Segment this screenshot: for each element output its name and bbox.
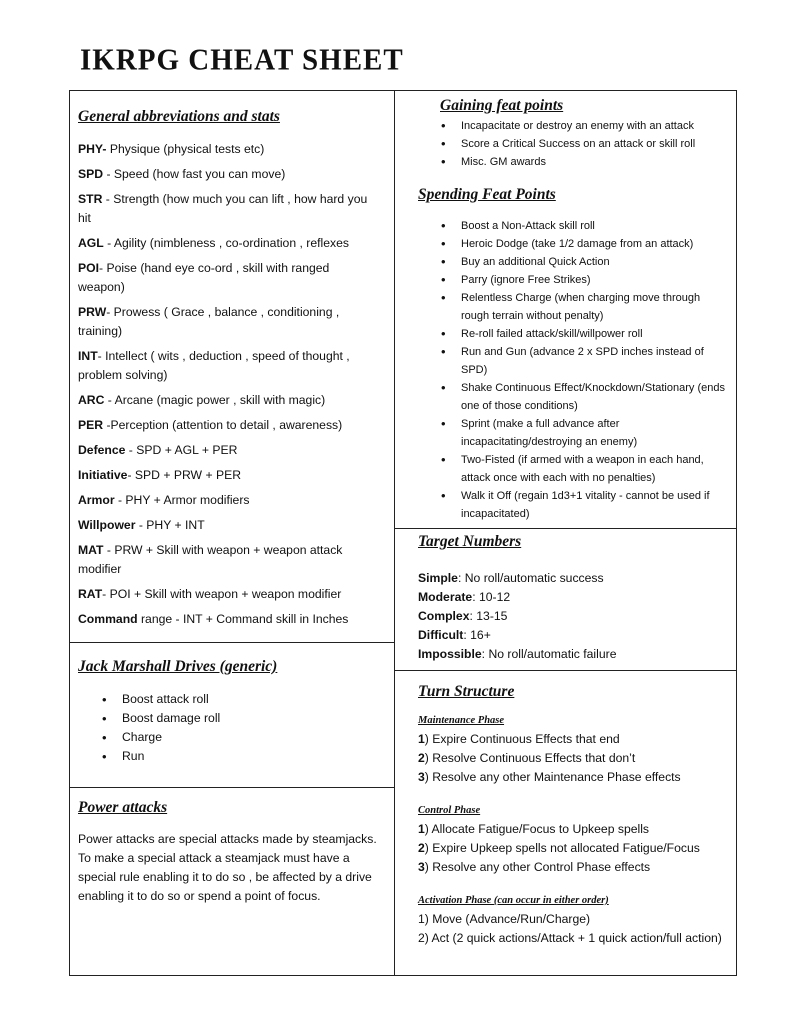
stat-entry: [78, 347, 378, 385]
general-section: [78, 107, 378, 635]
spending-section: [418, 186, 728, 523]
target-row: [418, 569, 728, 588]
step-text: ) Resolve Continuous Effects that don’t: [424, 751, 636, 765]
step-number: 1: [418, 732, 425, 746]
gaining-item: • Misc. GM awards: [461, 153, 728, 171]
stat-entry: [78, 259, 378, 297]
stat-key: Willpower: [78, 518, 136, 532]
control-step: [418, 820, 728, 839]
activation-label: Activation Phase (can occur in either order): [418, 895, 609, 906]
stat-key: PHY-: [78, 142, 107, 156]
target-desc: : No roll/automatic success: [457, 571, 604, 585]
step-number: 3: [418, 770, 425, 784]
target-desc: : No roll/automatic failure: [481, 647, 617, 661]
spending-item: • Relentless Charge (when charging move through rough terrain without penalty): [461, 289, 728, 325]
stat-key: AGL: [78, 236, 104, 250]
spending-item: • Boost a Non-Attack skill roll: [461, 217, 728, 235]
spending-item: • Re-roll failed attack/skill/willpower roll: [461, 325, 728, 343]
stats-list: [78, 140, 378, 629]
stat-key: ARC: [78, 393, 105, 407]
spending-item: • Two-Fisted (if armed with a weapon in each hand, attack once with each with no penalties): [461, 451, 728, 487]
stat-key: RAT: [78, 587, 103, 601]
control-step: [418, 839, 728, 858]
power-text: Power attacks are special attacks made by steamjacks. To make a special attack a steamjack must have a special rule enabling it to do so , be affected by a drive enabling it to do so or spend a point of focus.: [78, 832, 377, 903]
targets-heading: Target Numbers: [418, 533, 522, 550]
step-number: 1: [418, 822, 425, 836]
divider-general-jack: [69, 642, 395, 643]
spending-heading: Spending Feat Points: [418, 186, 556, 203]
spending-item: • Heroic Dodge (take 1/2 damage from an attack): [461, 235, 728, 253]
target-row: [418, 626, 728, 645]
step-number: 2: [418, 751, 425, 765]
targets-section: [418, 532, 728, 664]
target-key: Complex: [418, 609, 470, 623]
turn-section: [418, 682, 728, 948]
target-row: [418, 588, 728, 607]
stat-desc: - PRW + Skill with weapon + weapon attack modifier: [78, 543, 343, 576]
stat-entry: [78, 303, 378, 341]
stat-entry: [78, 140, 378, 159]
target-row: [418, 645, 728, 664]
activation-step: 2) Act (2 quick actions/Attack + 1 quick action/full action): [418, 931, 722, 945]
target-key: Impossible: [418, 647, 482, 661]
maintenance-label: Maintenance Phase: [418, 715, 505, 726]
target-desc: : 16+: [463, 628, 491, 642]
stat-entry: [78, 165, 378, 184]
target-desc: : 10-12: [472, 590, 511, 604]
targets-list: [418, 569, 728, 664]
maintenance-step: [418, 768, 728, 787]
stat-key: POI: [78, 261, 99, 275]
stat-desc: - Prowess ( Grace , balance , conditioning , training): [78, 305, 340, 338]
spending-item: • Parry (ignore Free Strikes): [461, 271, 728, 289]
spending-item: • Sprint (make a full advance after incapacitating/destroying an enemy): [461, 415, 728, 451]
column-divider: [394, 90, 395, 976]
step-text: ) Allocate Fatigue/Focus to Upkeep spells: [424, 822, 650, 836]
spending-item: • Walk it Off (regain 1d3+1 vitality - cannot be used if incapacitated): [461, 487, 728, 523]
stat-key: SPD: [78, 167, 104, 181]
stat-entry: [78, 541, 378, 579]
step-number: 2: [418, 841, 425, 855]
stat-desc: -Perception (attention to detail , awareness): [103, 418, 343, 432]
stat-desc: - Agility (nimbleness , co-ordination , reflexes: [103, 236, 349, 250]
stat-entry: [78, 466, 378, 485]
jack-drive-item: • Charge: [122, 728, 378, 747]
power-heading: Power attacks: [78, 799, 168, 816]
gaining-item: • Incapacitate or destroy an enemy with an attack: [461, 117, 728, 135]
stat-desc: - Poise (hand eye co-ord , skill with ranged weapon): [78, 261, 330, 294]
stat-desc: - Arcane (magic power , skill with magic): [104, 393, 326, 407]
step-text: ) Expire Upkeep spells not allocated Fatigue/Focus: [424, 841, 700, 855]
jack-heading: Jack Marshall Drives (generic): [78, 658, 278, 675]
activation-step: 1) Move (Advance/Run/Charge): [418, 912, 591, 926]
spending-item: • Shake Continuous Effect/Knockdown/Stationary (ends one of those conditions): [461, 379, 728, 415]
control-label: Control Phase: [418, 805, 481, 816]
jack-list: [78, 690, 378, 766]
stat-desc: range - INT + Command skill in Inches: [137, 612, 349, 626]
target-key: Moderate: [418, 590, 473, 604]
jack-drive-item: • Boost attack roll: [122, 690, 378, 709]
stat-desc: - PHY + INT: [135, 518, 205, 532]
stat-desc: - Intellect ( wits , deduction , speed of thought , problem solving): [78, 349, 350, 382]
maintenance-step: [418, 749, 728, 768]
control-steps: [418, 820, 728, 877]
stat-key: MAT: [78, 543, 104, 557]
stat-key: PRW: [78, 305, 107, 319]
general-heading: General abbreviations and stats: [78, 108, 280, 125]
target-row: [418, 607, 728, 626]
stat-entry: [78, 441, 378, 460]
divider-jack-power: [69, 787, 395, 788]
jack-section: [78, 657, 378, 766]
stat-key: Command: [78, 612, 138, 626]
turn-heading: Turn Structure: [418, 683, 515, 700]
gaining-item: • Score a Critical Success on an attack or skill roll: [461, 135, 728, 153]
stat-desc: - SPD + AGL + PER: [125, 443, 238, 457]
stat-entry: [78, 610, 378, 629]
page-title: IKRPG CHEAT SHEET: [80, 43, 404, 77]
stat-desc: - POI + Skill with weapon + weapon modifier: [102, 587, 342, 601]
stat-entry: [78, 416, 378, 435]
stat-key: Defence: [78, 443, 126, 457]
activation-steps: [418, 910, 728, 948]
stat-desc: - Strength (how much you can lift , how hard you hit: [78, 192, 368, 225]
maintenance-step: [418, 730, 728, 749]
target-desc: : 13-15: [469, 609, 508, 623]
target-key: Difficult: [418, 628, 464, 642]
stat-entry: [78, 491, 378, 510]
gaining-list: [418, 117, 728, 171]
gaining-section: [418, 97, 728, 171]
stat-key: INT: [78, 349, 98, 363]
target-key: Simple: [418, 571, 458, 585]
stat-entry: [78, 585, 378, 604]
stat-desc: - SPD + PRW + PER: [127, 468, 242, 482]
power-section: [78, 798, 383, 906]
jack-drive-item: • Boost damage roll: [122, 709, 378, 728]
stat-entry: [78, 391, 378, 410]
divider-feat-target: [394, 528, 737, 529]
stat-desc: - PHY + Armor modifiers: [114, 493, 250, 507]
step-text: ) Expire Continuous Effects that end: [424, 732, 620, 746]
maintenance-steps: [418, 730, 728, 787]
gaining-heading: Gaining feat points: [440, 97, 564, 114]
stat-key: PER: [78, 418, 104, 432]
step-text: ) Resolve any other Control Phase effects: [424, 860, 651, 874]
stat-entry: [78, 190, 378, 228]
stat-entry: [78, 234, 378, 253]
jack-drive-item: • Run: [122, 747, 378, 766]
stat-key: Armor: [78, 493, 115, 507]
spending-item: • Run and Gun (advance 2 x SPD inches instead of SPD): [461, 343, 728, 379]
stat-key: STR: [78, 192, 103, 206]
stat-desc: - Speed (how fast you can move): [103, 167, 286, 181]
step-text: ) Resolve any other Maintenance Phase effects: [424, 770, 681, 784]
spending-list: [418, 217, 728, 523]
control-step: [418, 858, 728, 877]
step-number: 3: [418, 860, 425, 874]
divider-target-turn: [394, 670, 737, 671]
spending-item: • Buy an additional Quick Action: [461, 253, 728, 271]
stat-desc: Physique (physical tests etc): [106, 142, 265, 156]
stat-key: Initiative: [78, 468, 128, 482]
stat-entry: [78, 516, 378, 535]
